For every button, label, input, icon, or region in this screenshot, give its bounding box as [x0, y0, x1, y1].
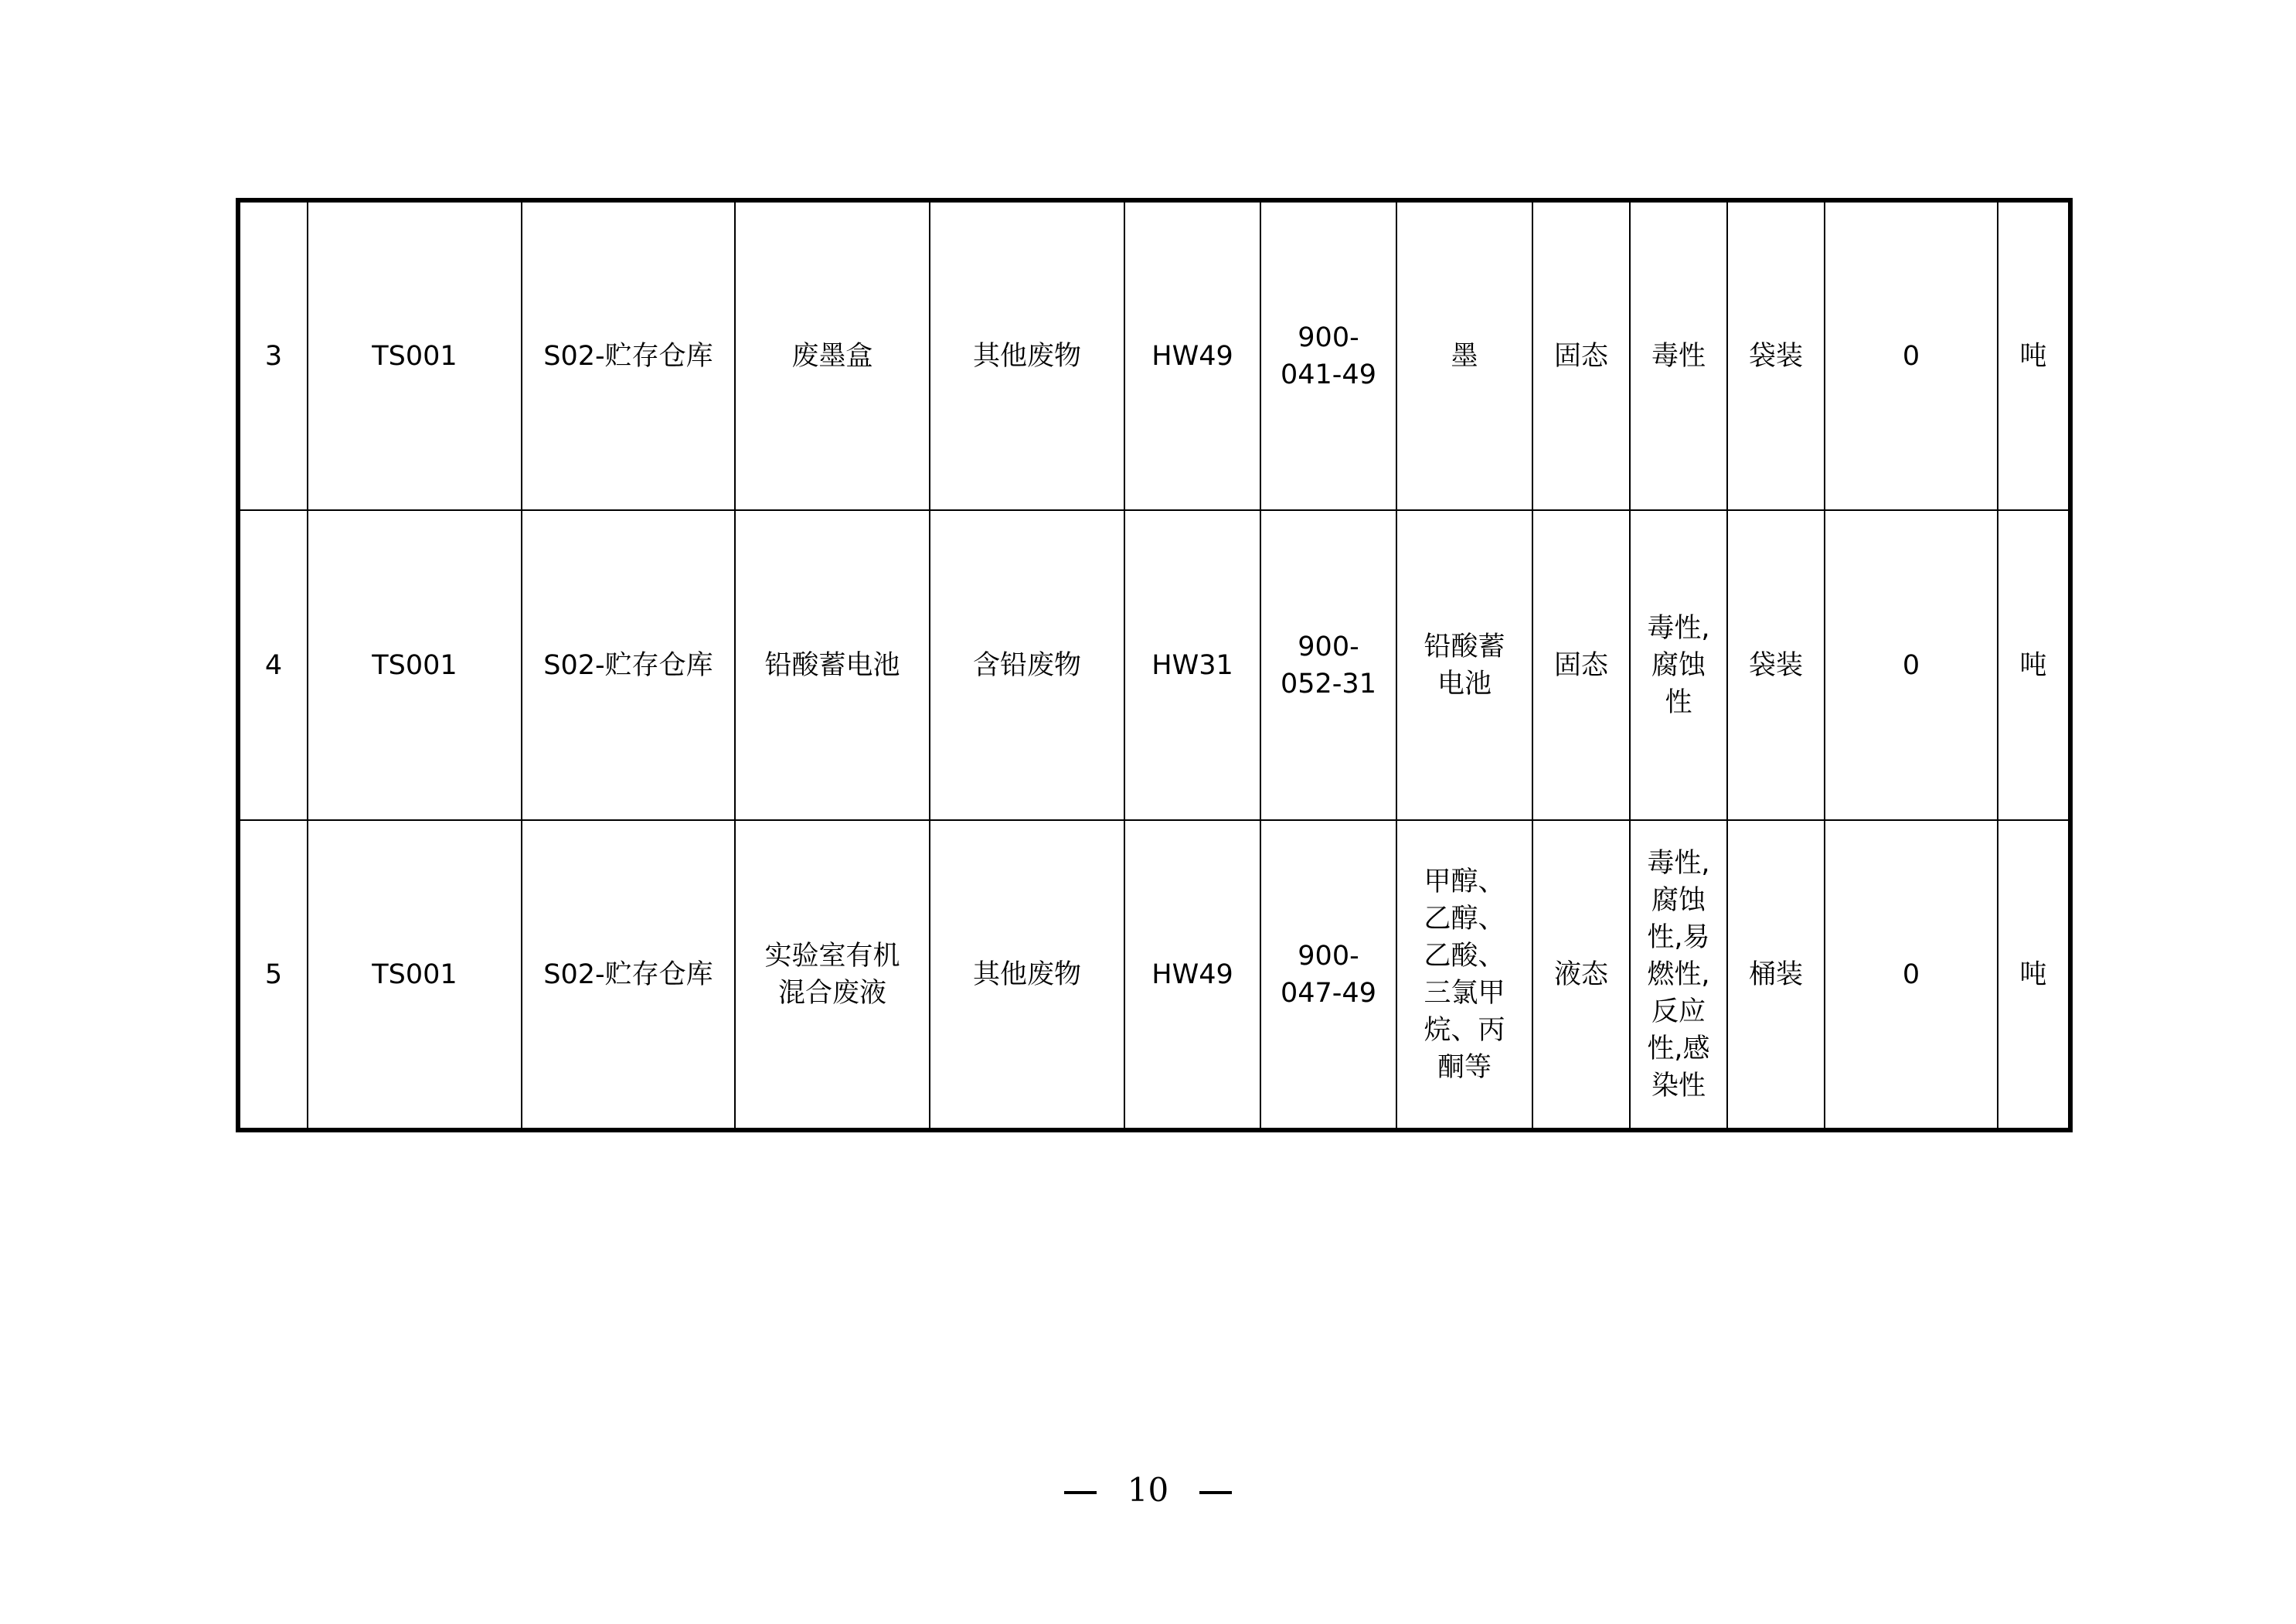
packaging-cell: 袋装: [1727, 510, 1825, 820]
waste-name-cell: 实验室有机 混合废液: [735, 820, 930, 1130]
waste-name-cell: 废墨盒: [735, 200, 930, 510]
hazardous-component-cell: 墨: [1396, 200, 1532, 510]
hazard-property-cell: 毒性, 腐蚀 性,易 燃性, 反应 性,感 染性: [1630, 820, 1727, 1130]
amount-cell: 0: [1825, 510, 1998, 820]
table-row: [238, 200, 2070, 510]
row-number-cell: 4: [238, 510, 308, 820]
right-dash-decoration: [1199, 1491, 1232, 1494]
unit-cell: 吨: [1998, 820, 2070, 1130]
hazardous-component-cell: 甲醇、 乙醇、 乙酸、 三氯甲 烷、丙 酮等: [1396, 820, 1532, 1130]
table-row: [238, 510, 2070, 820]
hw-code-cell: 900- 047-49: [1260, 820, 1396, 1130]
row-number-cell: 3: [238, 200, 308, 510]
hazard-property-cell: 毒性: [1630, 200, 1727, 510]
unit-cell: 吨: [1998, 200, 2070, 510]
hazardous-component-cell: 铅酸蓄 电池: [1396, 510, 1532, 820]
hw-class-cell: HW31: [1124, 510, 1260, 820]
left-dash-decoration: [1064, 1491, 1097, 1494]
waste-category-cell: 其他废物: [930, 820, 1124, 1130]
waste-name-cell: 铅酸蓄电池: [735, 510, 930, 820]
row-number-cell: 5: [238, 820, 308, 1130]
facility-code-cell: TS001: [308, 510, 522, 820]
amount-cell: 0: [1825, 200, 1998, 510]
hw-code-cell: 900- 052-31: [1260, 510, 1396, 820]
physical-form-cell: 固态: [1532, 510, 1630, 820]
storage-facility-cell: S02-贮存仓库: [522, 820, 735, 1130]
hw-class-cell: HW49: [1124, 200, 1260, 510]
page-number: 10: [1127, 1471, 1169, 1509]
waste-category-cell: 其他废物: [930, 200, 1124, 510]
hazard-property-cell: 毒性, 腐蚀 性: [1630, 510, 1727, 820]
packaging-cell: 桶装: [1727, 820, 1825, 1130]
packaging-cell: 袋装: [1727, 200, 1825, 510]
table-row: [238, 820, 2070, 1130]
facility-code-cell: TS001: [308, 820, 522, 1130]
page-footer: [0, 1469, 2296, 1512]
hazardous-waste-table: [236, 198, 2073, 1132]
physical-form-cell: 液态: [1532, 820, 1630, 1130]
storage-facility-cell: S02-贮存仓库: [522, 200, 735, 510]
hw-class-cell: HW49: [1124, 820, 1260, 1130]
waste-category-cell: 含铅废物: [930, 510, 1124, 820]
amount-cell: 0: [1825, 820, 1998, 1130]
unit-cell: 吨: [1998, 510, 2070, 820]
facility-code-cell: TS001: [308, 200, 522, 510]
storage-facility-cell: S02-贮存仓库: [522, 510, 735, 820]
hw-code-cell: 900- 041-49: [1260, 200, 1396, 510]
physical-form-cell: 固态: [1532, 200, 1630, 510]
